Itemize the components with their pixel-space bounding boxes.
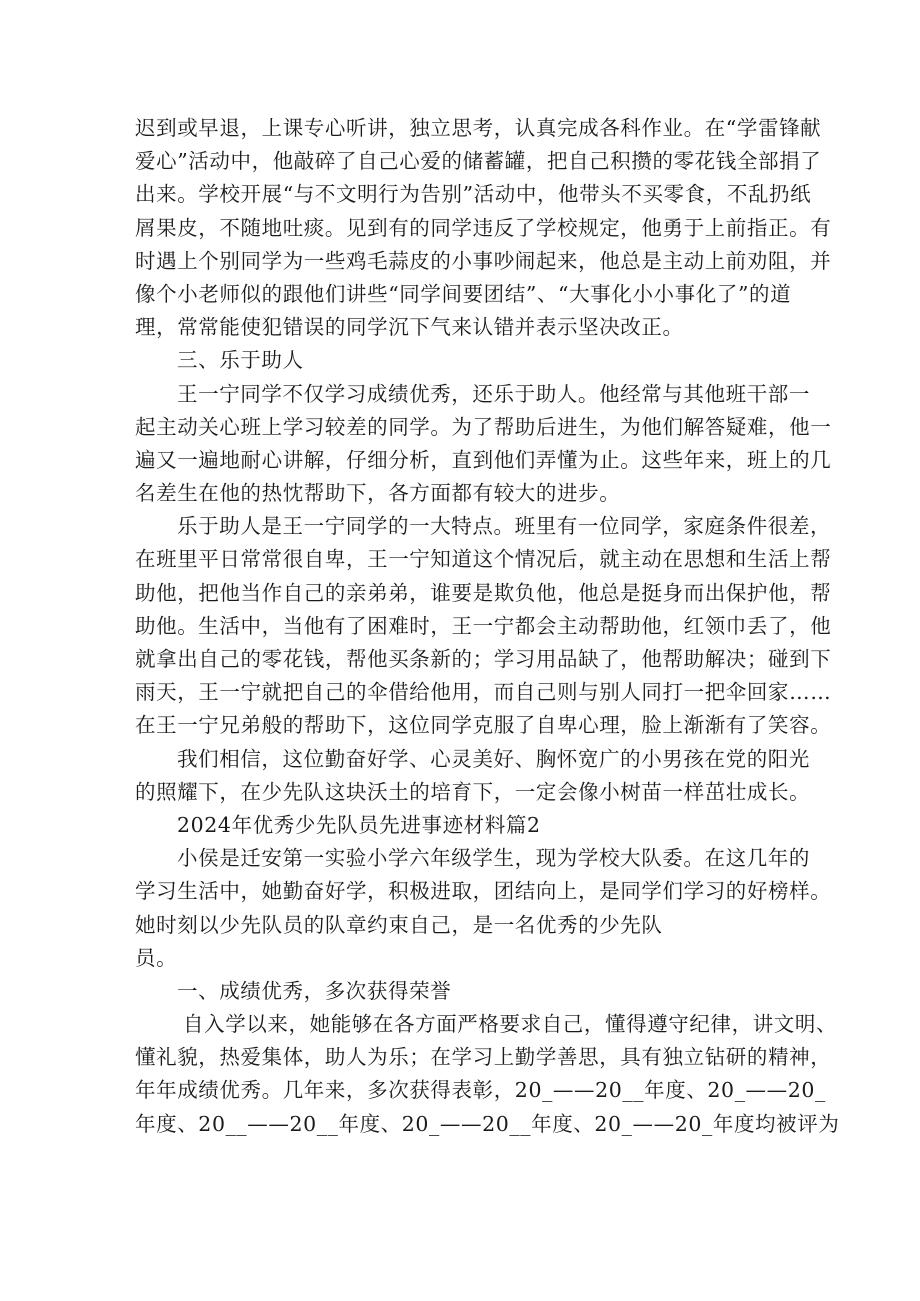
text-line: 助他。生活中，当他有了困难时，王一宁都会主动帮助他，红领巾丢了，他 — [135, 613, 832, 638]
text-line: 员。 — [135, 945, 178, 970]
text-line: 懂礼貌，热爱集体，助人为乐；在学习上勤学善思，具有独立钻研的精神， — [135, 1045, 832, 1070]
text-line: 迟到或早退，上课专心听讲，独立思考，认真完成各科作业。在“学雷锋献 — [135, 116, 822, 140]
text-line: 年度、20__——20__年度、20_——20__年度、20_——20_年度均被评为 — [135, 1111, 840, 1136]
text-line: 她时刻以少先队员的队章约束自己，是一名优秀的少先队 — [135, 912, 663, 937]
text-line: 就拿出自己的零花钱，帮他买条新的；学习用品缺了，他帮助解决；碰到下 — [135, 647, 832, 671]
article-title: 2024年优秀少先队员先进事迹材料篇2 — [177, 812, 541, 837]
text-line: 时遇上个别同学为一些鸡毛蒜皮的小事吵闹起来，他总是主动上前劝阻，并 — [135, 248, 832, 273]
text-line: 学习生活中，她勤奋好学，积极进取，团结向上，是同学们学习的好榜样。 — [135, 879, 832, 904]
text-line: 助他，把他当作自己的亲弟弟，谁要是欺负他，他总是挺身而出保护他，帮 — [135, 580, 832, 605]
text-line: 名差生在他的热忱帮助下，各方面都有较大的进步。 — [135, 481, 621, 506]
text-line: 爱心”活动中，他敲碎了自己心爱的储蓄罐，把自己积攒的零花钱全部捐了 — [135, 149, 822, 174]
text-line: 的照耀下，在少先队这块沃土的培育下，一定会像小树苗一样茁壮成长。 — [135, 779, 811, 804]
section-heading: 一、成绩优秀，多次获得荣誉 — [177, 978, 452, 1003]
text-line: 屑果皮，不随地吐痰。见到有的同学违反了学校规定，他勇于上前指正。有 — [135, 215, 832, 240]
text-line: 遍又一遍地耐心讲解，仔细分析，直到他们弄懂为止。这些年来，班上的几 — [135, 447, 832, 472]
document-body — [135, 112, 840, 1141]
text-line: 乐于助人是王一宁同学的一大特点。班里有一位同学，家庭条件很差， — [177, 514, 832, 539]
text-line: 小侯是迁安第一实验小学六年级学生，现为学校大队委。在这几年的 — [177, 846, 810, 871]
text-line: 像个小老师似的跟他们讲些“同学间要团结”、“大事化小小事化了”的道 — [135, 281, 792, 306]
text-line: 理，常常能使犯错误的同学沉下气来认错并表示坚决改正。 — [135, 315, 684, 340]
text-line: 王一宁同学不仅学习成绩优秀，还乐于助人。他经常与其他班干部一 — [177, 381, 810, 406]
text-line: 我们相信，这位勤奋好学、心灵美好、胸怀宽广的小男孩在党的阳光 — [177, 746, 810, 771]
section-heading: 三、乐于助人 — [177, 348, 304, 373]
text-line: 出来。学校开展“与不文明行为告别”活动中，他带头不买零食，不乱扔纸 — [135, 182, 812, 207]
text-line: 在王一宁兄弟般的帮助下，这位同学克服了自卑心理，脸上渐渐有了笑容。 — [135, 713, 832, 738]
text-line: 自入学以来，她能够在各方面严格要求自己，懂得遵守纪律，讲文明、 — [183, 1012, 838, 1037]
text-line: 在班里平日常常很自卑，王一宁知道这个情况后，就主动在思想和生活上帮 — [135, 547, 832, 572]
text-line: 雨天，王一宁就把自己的伞借给他用，而自己则与别人同打一把伞回家…… — [135, 680, 832, 705]
text-line: 起主动关心班上学习较差的同学。为了帮助后进生，为他们解答疑难，他一 — [135, 414, 832, 439]
text-line: 年年成绩优秀。几年来，多次获得表彰，20_——20__年度、20_——20_ — [135, 1078, 826, 1103]
